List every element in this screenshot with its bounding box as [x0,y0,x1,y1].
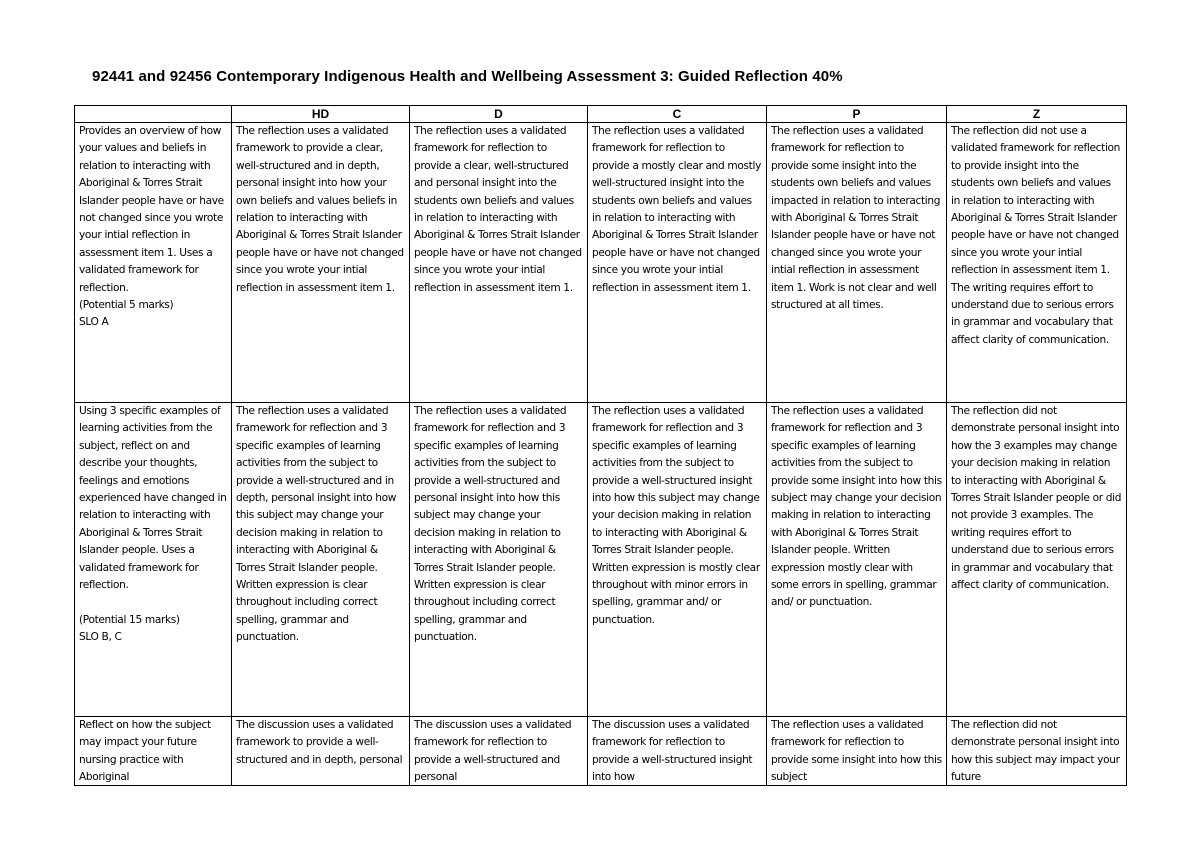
rubric-header-row [75,106,1127,123]
document-title: 92441 and 92456 Contemporary Indigenous Health and Wellbeing Assessment 3: Guided Reflection 40% [92,68,843,85]
hd-cell [232,717,410,786]
header-hd: HD [232,106,410,123]
header-p: P [767,106,947,123]
c-cell [588,717,767,786]
c-cell: The reflection uses a validated framework for reflection and 3 specific examples of learning activities from the subject to provide a well-structured insight into how this subject may change your decision making in relation to interacting with Aboriginal & Torres Strait Islander people. Written expression is mostly clear throughout with minor errors in spelling, grammar and/ or punctuation. [588,403,767,717]
p-cell: The reflection uses a validated framework for reflection and 3 specific examples of learning activities from the subject to provide some insight into how this subject may change your decision making in relation to interacting with Aboriginal & Torres Strait Islander people. Written expression mostly clear with some errors in spelling, grammar and/ or punctuation. [767,403,947,717]
criterion-cell: Using 3 specific examples of learning activities from the subject, reflect on and describe your thoughts, feelings and emotions experienced have changed in relation to interacting with Aboriginal & Torres Strait Islander people. Uses a validated framework for reflection. (Potential 15 marks) SLO B, C [75,403,232,717]
criterion-cell: Provides an overview of how your values and beliefs in relation to interacting with Aboriginal & Torres Strait Islander people have or have not changed since you wrote your intial reflection in assessment item 1. Uses a validated framework for reflection. (Potential 5 marks) SLO A [75,123,232,403]
hd-cell: The reflection uses a validated framework for reflection and 3 specific examples of learning activities from the subject to provide a well-structured and in depth, personal insight into how this subject may change your decision making in relation to interacting with Aboriginal & Torres Strait Islander people. Written expression is clear throughout including correct spelling, grammar and punctuation. [232,403,410,717]
p-text: The reflection uses a validated framework for reflection to provide some insight into how this subject [771,719,942,784]
z-text: The reflection did not demonstrate personal insight into how this subject may impact your future [951,719,1120,784]
hd-text: The discussion uses a validated framework to provide a well-structured and in depth, personal [236,719,403,766]
d-text: The discussion uses a validated framework for reflection to provide a well-structured and personal [414,719,572,784]
z-cell: The reflection did not demonstrate personal insight into how the 3 examples may change your decision making in relation to interacting with Aboriginal & Torres Strait Islander people or did not provide 3 examples. The writing requires effort to understand due to serious errors in grammar and vocabulary that affect clarity of communication. [947,403,1127,717]
d-cell: The reflection uses a validated framework for reflection and 3 specific examples of learning activities from the subject to provide a well-structured and personal insight into how this subject may change your decision making in relation to interacting with Aboriginal & Torres Strait Islander people. Written expression is clear throughout including correct spelling, grammar and punctuation. [410,403,588,717]
d-cell: The reflection uses a validated framework for reflection to provide a clear, well-structured and personal insight into the students own beliefs and values in relation to interacting with Aboriginal & Torres Strait Islander people have or have not changed since you wrote your intial reflection in assessment item 1. [410,123,588,403]
rubric-row [75,123,1127,403]
header-z: Z [947,106,1127,123]
hd-cell: The reflection uses a validated framework to provide a clear, well-structured and in depth, personal insight into how your own beliefs and values beliefs in relation to interacting with Aboriginal & Torres Strait Islander people have or have not changed since you wrote your intial reflection in assessment item 1. [232,123,410,403]
header-criterion [75,106,232,123]
rubric-table [74,105,1127,786]
criterion-text: Reflect on how the subject may impact your future nursing practice with Aboriginal [79,719,211,784]
c-cell: The reflection uses a validated framework for reflection to provide a mostly clear and mostly well-structured insight into the students own beliefs and values in relation to interacting with Aboriginal & Torres Strait Islander people have or have not changed since you wrote your intial reflection in assessment item 1. [588,123,767,403]
p-cell [767,717,947,786]
z-cell: The reflection did not use a validated framework for reflection to provide insight into the students own beliefs and values in relation to interacting with Aboriginal & Torres Strait Islander people have or have not changed since you wrote your intial reflection in assessment item 1. The writing requires effort to understand due to serious errors in grammar and vocabulary that affect clarity of communication. [947,123,1127,403]
header-d: D [410,106,588,123]
criterion-cell [75,717,232,786]
p-cell: The reflection uses a validated framework for reflection to provide some insight into the students own beliefs and values impacted in relation to interacting with Aboriginal & Torres Strait Islander people have or have not changed since you wrote your intial reflection in assessment item 1. Work is not clear and well structured at all times. [767,123,947,403]
c-text: The discussion uses a validated framework for reflection to provide a well-structured insight into how [592,719,753,784]
d-cell [410,717,588,786]
header-c: C [588,106,767,123]
rubric-row [75,403,1127,717]
z-cell [947,717,1127,786]
rubric-row [75,717,1127,786]
